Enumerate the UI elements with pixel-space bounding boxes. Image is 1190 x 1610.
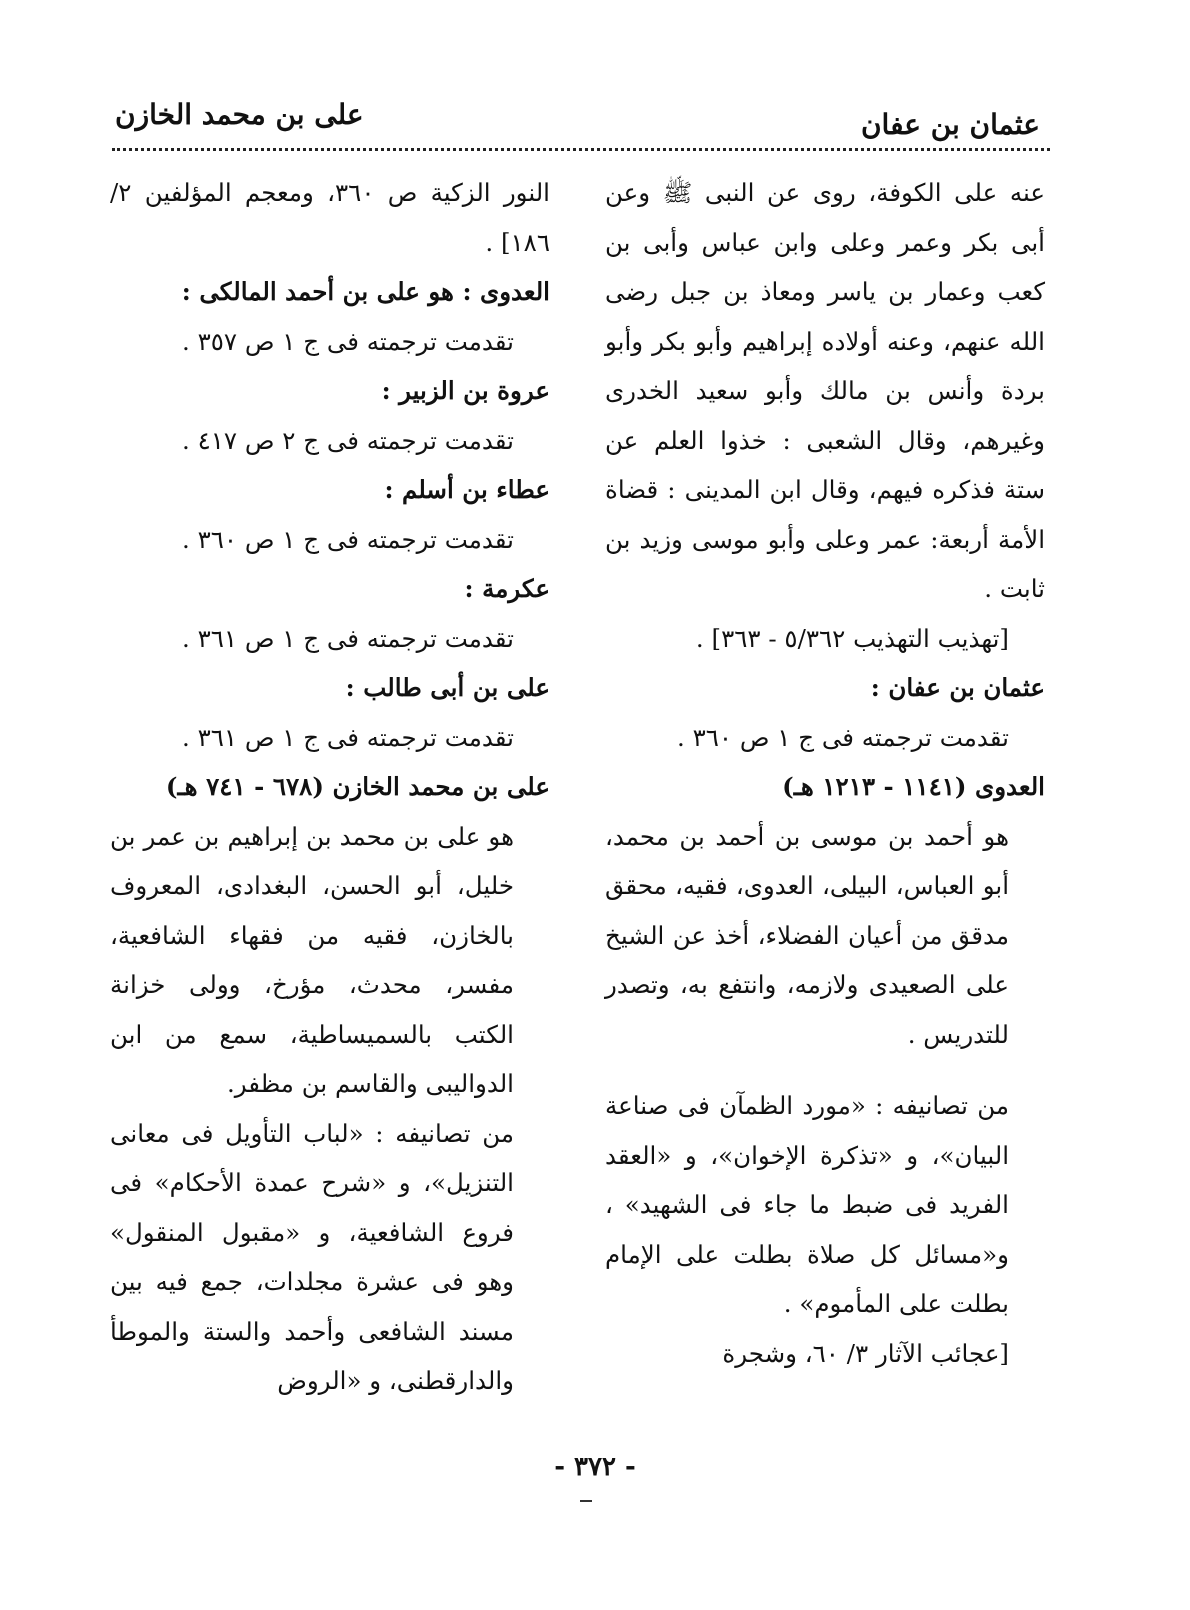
right-column-paragraph: هو أحمد بن موسى بن أحمد بن محمد، أبو العباس، البيلى، العدوى، فقيه، محقق مدقق من أعيان الفضلاء، أخذ عن الشيخ على الصعيدى ولازمه، وانتفع به، وتصدر للتدريس . <box>605 821 1009 1049</box>
left-column-paragraph: تقدمت ترجمته فى ج ١ ص ٣٥٧ . <box>182 326 514 356</box>
header-title-left: على بن محمد الخازن <box>115 98 364 131</box>
left-column-paragraph: هو على بن محمد بن إبراهيم بن عمر بن خليل، أبو الحسن، البغدادى، المعروف بالخازن، فقيه من فقهاء الشافعية، مفسر، محدث، مؤرخ، وولى خزانة الكتب بالسميساطية، سمع من ابن الدواليبى والقاسم بن مظفر. <box>110 821 514 1098</box>
left-column-entry-heading: على بن أبى طالب : <box>345 673 550 702</box>
right-column-paragraph: [تهذيب التهذيب ٥/٣٦٢ - ٣٦٣] . <box>695 623 1009 653</box>
right-column-paragraph: تقدمت ترجمته فى ج ١ ص ٣٦٠ . <box>677 722 1009 752</box>
footer-mark <box>580 1500 592 1502</box>
page-number: - ٣٧٢ - <box>554 1452 636 1482</box>
left-column-paragraph: النور الزكية ص ٣٦٠، ومعجم المؤلفين ٢/ ١٨٦] . <box>110 178 550 257</box>
left-column-entry-heading: عطاء بن أسلم : <box>384 475 550 504</box>
left-column <box>110 168 550 1406</box>
left-column-paragraph: تقدمت ترجمته فى ج ١ ص ٣٦٠ . <box>182 524 514 554</box>
left-column-paragraph: تقدمت ترجمته فى ج ١ ص ٣٦١ . <box>182 722 514 752</box>
left-column-entry-heading: العدوى : هو على بن أحمد المالكى : <box>181 277 550 306</box>
header-dotted-rule <box>112 148 1050 151</box>
left-column-paragraph: من تصانيفه : «لباب التأويل فى معانى التنزيل»، و «شرح عمدة الأحكام» فى فروع الشافعية، و «مقبول المنقول» وهو فى عشرة مجلدات، جمع فيه بين مسند الشافعى وأحمد والستة والموطأ والدارقطنى، و «الروض <box>110 1118 514 1395</box>
right-column-entry-heading: عثمان بن عفان : <box>870 673 1045 702</box>
right-column-entry-heading: العدوى (١١٤١ - ١٢١٣ هـ) <box>782 772 1045 801</box>
left-column-entry-heading: على بن محمد الخازن (٦٧٨ - ٧٤١ هـ) <box>165 772 550 801</box>
right-column-paragraph: عنه على الكوفة، روى عن النبى ﷺ وعن أبى بكر وعمر وعلى وابن عباس وأبى بن كعب وعمار بن ياسر ومعاذ بن جبل رضى الله عنهم، وعنه أولاده إبراهيم وأبو بكر وأبو بردة وأنس بن مالك وأبو سعيد الخدرى وغيرهم، وقال الشعبى : خذوا العلم عن ستة فذكره فيهم، وقال ابن المدينى : قضاة الأمة أربعة: عمر وعلى وأبو موسى وزيد بن ثابت . <box>605 178 1045 603</box>
right-column-paragraph: من تصانيفه : «مورد الظمآن فى صناعة البيان»، و «تذكرة الإخوان»، و «العقد الفريد فى ضبط ما جاء فى الشهيد» ، و«مسائل كل صلاة بطلت على الإمام بطلت على المأموم» . <box>605 1091 1009 1318</box>
left-column-paragraph: تقدمت ترجمته فى ج ١ ص ٣٦١ . <box>182 623 514 653</box>
right-column-paragraph: [عجائب الآثار ٣/ ٦٠، وشجرة <box>722 1338 1009 1368</box>
left-column-paragraph: تقدمت ترجمته فى ج ٢ ص ٤١٧ . <box>182 425 514 455</box>
right-column-spacer <box>605 1059 1045 1081</box>
running-header <box>110 98 1050 144</box>
left-column-entry-heading: عكرمة : <box>464 574 550 603</box>
right-column <box>605 168 1045 1378</box>
header-title-right: عثمان بن عفان <box>860 108 1040 141</box>
left-column-entry-heading: عروة بن الزبير : <box>381 376 550 405</box>
